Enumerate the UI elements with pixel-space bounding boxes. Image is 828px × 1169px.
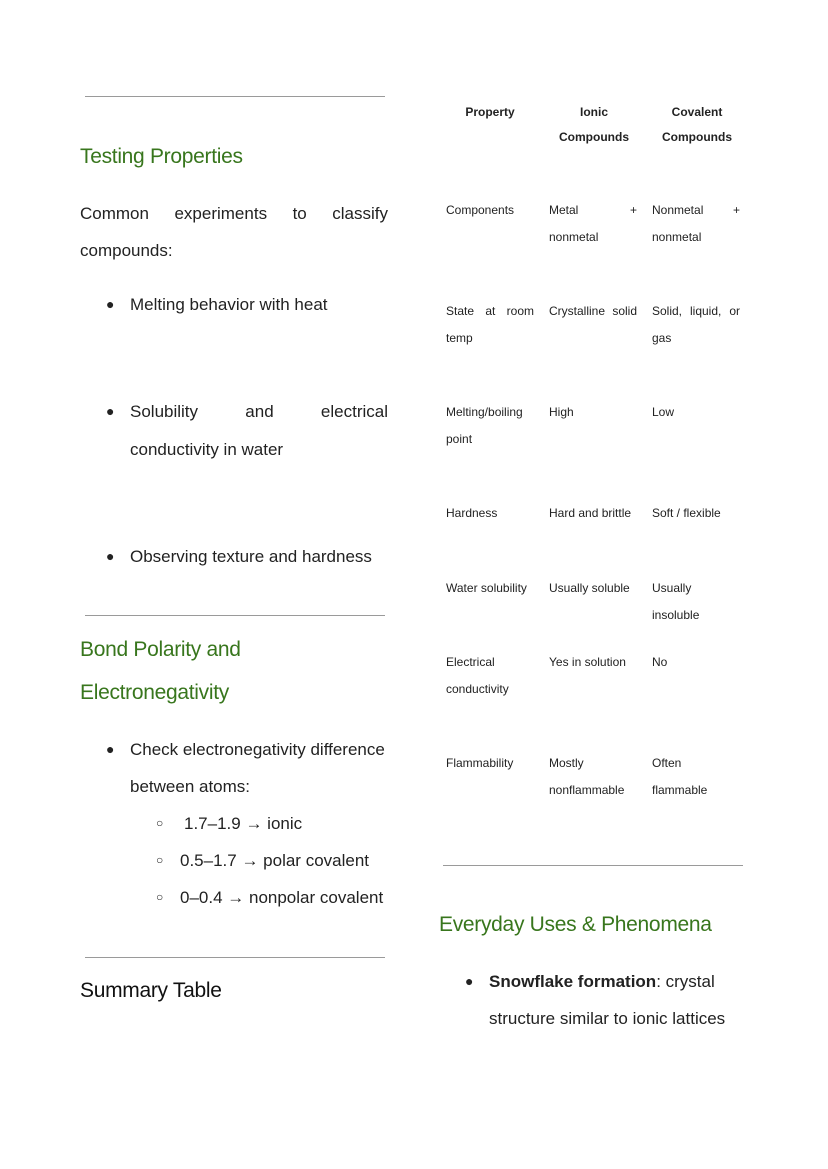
intro-text: Common experiments to classify	[80, 204, 388, 223]
table-cell: Soft / flexible	[652, 506, 721, 520]
table-cell: No	[652, 655, 668, 669]
divider	[85, 96, 385, 97]
list-item: ● Solubility and electrical	[106, 402, 388, 421]
list-item-cont: structure similar to ionic lattices	[489, 1009, 726, 1028]
sub-list-item: ○ 1.7–1.9 → ionic	[156, 814, 303, 833]
divider	[85, 957, 385, 958]
heading-bond-polarity: Bond Polarity and	[80, 638, 241, 661]
table-cell: Usually soluble	[549, 581, 630, 595]
list-item-cont: conductivity in water	[130, 440, 284, 459]
table-cell: Mostly nonflammable	[549, 756, 625, 797]
table-cell: Metal + nonmetal	[549, 203, 637, 244]
heading-testing-properties: Testing Properties	[80, 145, 243, 168]
heading-bond-polarity-2: Electronegativity	[80, 681, 229, 704]
list-item-cont: between atoms:	[130, 777, 251, 796]
sub-list-item: ○ 0–0.4 → nonpolar covalent	[156, 888, 384, 907]
list-item: ● Melting behavior with heat	[106, 295, 328, 314]
list-item: ● Check electronegativity difference	[106, 740, 385, 759]
table-cell: Melting/boiling point	[446, 405, 523, 446]
table-cell: Hardness	[446, 506, 498, 520]
table-header: Ionic Compounds	[559, 105, 629, 144]
intro-text-2: compounds:	[80, 241, 173, 260]
sub-list-item: ○ 0.5–1.7 → polar covalent	[156, 851, 370, 870]
table-cell: Hard and brittle	[549, 506, 632, 520]
table-cell: Crystalline solid	[549, 304, 637, 318]
table-cell: Solid, liquid, or gas	[652, 304, 740, 345]
divider	[85, 615, 385, 616]
table-cell: Nonmetal + nonmetal	[652, 203, 740, 244]
table-cell: Electrical conductivity	[446, 655, 509, 696]
table-cell: Low	[652, 405, 675, 419]
table-cell: Water solubility	[446, 581, 527, 595]
table-cell: Often flammable	[652, 756, 708, 797]
table-cell: Usually insoluble	[652, 581, 700, 622]
divider	[443, 865, 743, 866]
table-cell: Yes in solution	[549, 655, 626, 669]
list-item: ● Observing texture and hardness	[106, 547, 372, 566]
heading-everyday-uses: Everyday Uses & Phenomena	[439, 913, 712, 936]
table-cell: Flammability	[446, 756, 514, 770]
table-header: Property	[465, 105, 515, 119]
list-item: ● Snowflake formation: crystal	[465, 972, 715, 991]
table-header: Covalent Compounds	[662, 105, 732, 144]
table-cell: State at room temp	[446, 304, 534, 345]
table-cell: Components	[446, 203, 515, 217]
table-cell: High	[549, 405, 574, 419]
heading-summary-table: Summary Table	[80, 979, 222, 1002]
